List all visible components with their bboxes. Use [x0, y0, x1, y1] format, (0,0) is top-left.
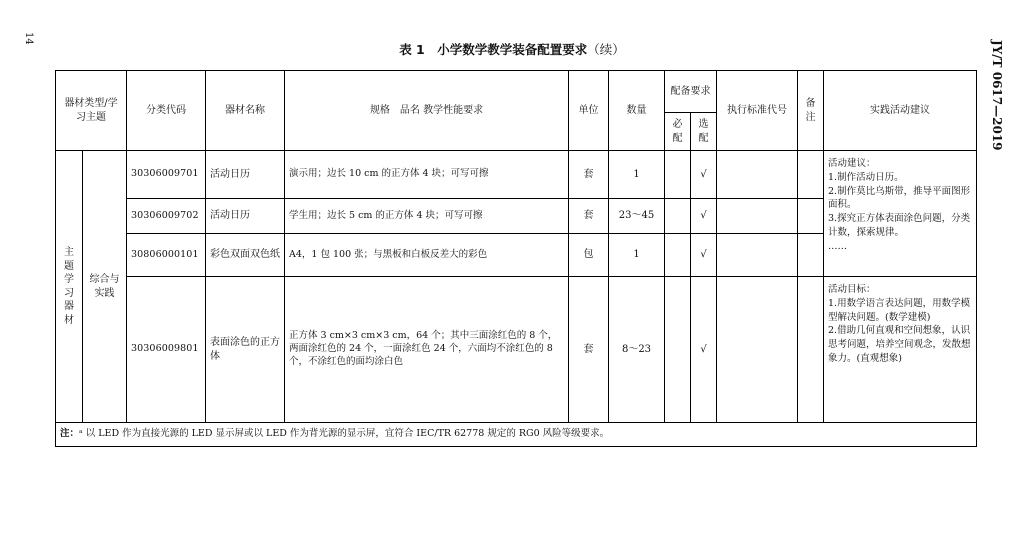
row-optional: √ [691, 199, 717, 234]
header-suggestion: 实践活动建议 [824, 71, 977, 151]
row-standard [717, 151, 798, 199]
standard-code: JY/T 0617—2019 [990, 40, 1004, 151]
row-required [665, 277, 691, 423]
header-remark: 备注 [798, 71, 824, 151]
table-title [0, 40, 1024, 58]
row-standard [717, 277, 798, 423]
row-spec: 演示用；边长 10 cm 的正方体 4 块；可写可擦 [285, 151, 569, 199]
row-qty: 8～23 [609, 277, 665, 423]
row-unit: 套 [569, 277, 609, 423]
header-code: 分类代码 [127, 71, 206, 151]
header-standard: 执行标准代号 [717, 71, 798, 151]
table-note [56, 423, 977, 447]
row-unit: 套 [569, 151, 609, 199]
row-name: 彩色双面双色纸 [206, 234, 285, 277]
row-code: 30306009702 [127, 199, 206, 234]
equipment-table [55, 70, 977, 447]
header-name: 器材名称 [206, 71, 285, 151]
row-required [665, 151, 691, 199]
row-code: 30806000101 [127, 234, 206, 277]
row-qty: 23～45 [609, 199, 665, 234]
row-unit: 套 [569, 199, 609, 234]
table-row [56, 151, 977, 199]
row-name: 活动日历 [206, 199, 285, 234]
row-remark [798, 199, 824, 234]
note-text: ᵃ 以 LED 作为直接光源的 LED 显示屏或以 LED 作为背光源的显示屏，宜符合 IEC/TR 62778 规定的 RG0 风险等级要求。 [79, 428, 610, 440]
category-level1: 主题学习器材 [56, 151, 83, 423]
row-spec: 学生用；边长 5 cm 的正方体 4 块；可写可擦 [285, 199, 569, 234]
table-title-suffix: （续） [587, 42, 625, 57]
row-unit: 包 [569, 234, 609, 277]
header-unit: 单位 [569, 71, 609, 151]
header-config: 配备要求 [665, 71, 717, 113]
header-optional: 选配 [691, 113, 717, 151]
page-number: 14 [23, 32, 34, 45]
row-spec: 正方体 3 cm×3 cm×3 cm，64 个；其中三面涂红色的 8 个，两面涂红色的 24 个，一面涂红色 24 个，六面均不涂红色的 8 个，不涂红色的面均涂白色 [285, 277, 569, 423]
row-standard [717, 234, 798, 277]
header-qty: 数量 [609, 71, 665, 151]
activity-suggestion: 活动建议： 1.制作活动日历。 2.制作莫比乌斯带，推导平面图形面积。 3.探究正方体表面涂色问题，分类计数，探索规律。 …… [824, 151, 977, 277]
activity-goals: 活动目标： 1.用数学语言表达问题，用数学模型解决问题。(数学建模) 2.借助几何直观和空间想象，认识思考问题，培养空间观念，发散想象力。(直观想象) [824, 277, 977, 423]
row-qty: 1 [609, 151, 665, 199]
category-level2: 综合与实践 [83, 151, 127, 423]
row-code: 30306009801 [127, 277, 206, 423]
row-optional: √ [691, 277, 717, 423]
row-name: 活动日历 [206, 151, 285, 199]
table-title-main: 表 1 小学数学教学装备配置要求 [399, 42, 588, 57]
table-note-row [56, 423, 977, 447]
row-required [665, 234, 691, 277]
row-required [665, 199, 691, 234]
row-standard [717, 199, 798, 234]
header-category: 器材类型/学习主题 [56, 71, 127, 151]
row-code: 30306009701 [127, 151, 206, 199]
row-spec: A4，1 包 100 张；与黑板和白板反差大的彩色 [285, 234, 569, 277]
row-remark [798, 234, 824, 277]
row-optional: √ [691, 234, 717, 277]
note-label: 注： [60, 428, 80, 440]
header-spec: 规格 品名 教学性能要求 [285, 71, 569, 151]
row-remark [798, 151, 824, 199]
row-remark [798, 277, 824, 423]
row-optional: √ [691, 151, 717, 199]
row-qty: 1 [609, 234, 665, 277]
header-required: 必配 [665, 113, 691, 151]
row-name: 表面涂色的正方体 [206, 277, 285, 423]
table-row [56, 277, 977, 423]
